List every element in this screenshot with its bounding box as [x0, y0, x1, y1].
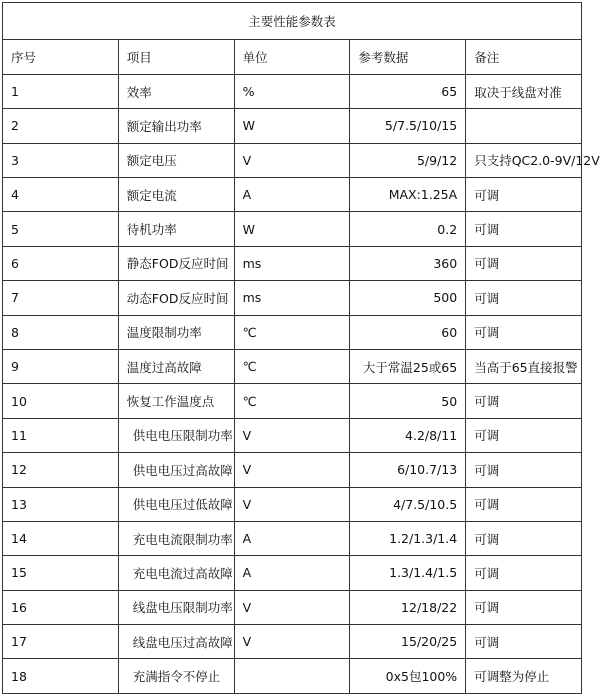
cell-reference-data: 1.3/1.4/1.5 — [350, 556, 466, 590]
cell-index: 6 — [3, 246, 119, 280]
cell-item: 静态FOD反应时间 — [118, 246, 234, 280]
cell-unit: V — [234, 625, 350, 659]
cell-item: 额定电压 — [118, 143, 234, 177]
cell-remarks: 当高于65直接报警 — [466, 349, 582, 383]
cell-index: 9 — [3, 349, 119, 383]
cell-unit: W — [234, 109, 350, 143]
table-title: 主要性能参数表 — [3, 3, 582, 40]
cell-reference-data: 4/7.5/10.5 — [350, 487, 466, 521]
cell-reference-data: 360 — [350, 246, 466, 280]
cell-index: 1 — [3, 74, 119, 108]
cell-unit: ℃ — [234, 349, 350, 383]
cell-reference-data: 0.2 — [350, 212, 466, 246]
cell-remarks: 可调 — [466, 315, 582, 349]
cell-remarks: 可调 — [466, 384, 582, 418]
cell-index: 17 — [3, 625, 119, 659]
cell-remarks — [466, 109, 582, 143]
cell-item: 温度限制功率 — [118, 315, 234, 349]
cell-item: 效率 — [118, 74, 234, 108]
table-row — [3, 384, 582, 418]
cell-remarks: 可调 — [466, 281, 582, 315]
cell-remarks: 可调 — [466, 625, 582, 659]
cell-index: 2 — [3, 109, 119, 143]
table-row — [3, 315, 582, 349]
cell-item: 线盘电压过高故障 — [118, 625, 234, 659]
cell-reference-data: 15/20/25 — [350, 625, 466, 659]
cell-index: 5 — [3, 212, 119, 246]
cell-item: 充电电流限制功率 — [118, 521, 234, 555]
header-index: 序号 — [3, 40, 119, 74]
table-row — [3, 487, 582, 521]
cell-remarks: 可调 — [466, 556, 582, 590]
table-row — [3, 281, 582, 315]
table-header-row — [3, 40, 582, 74]
cell-unit: ms — [234, 246, 350, 280]
cell-index: 14 — [3, 521, 119, 555]
cell-unit: % — [234, 74, 350, 108]
cell-item: 供电电压过高故障 — [118, 453, 234, 487]
cell-reference-data: 0x5包100% — [350, 659, 466, 694]
cell-item: 供电电压限制功率 — [118, 418, 234, 452]
cell-remarks: 可调 — [466, 177, 582, 211]
cell-remarks: 只支持QC2.0-9V/12V — [466, 143, 582, 177]
cell-item: 充满指令不停止 — [118, 659, 234, 694]
table-row — [3, 556, 582, 590]
cell-index: 13 — [3, 487, 119, 521]
cell-item: 恢复工作温度点 — [118, 384, 234, 418]
cell-unit: V — [234, 590, 350, 624]
cell-item: 待机功率 — [118, 212, 234, 246]
cell-item: 额定电流 — [118, 177, 234, 211]
cell-unit — [234, 659, 350, 694]
cell-item: 动态FOD反应时间 — [118, 281, 234, 315]
table-row — [3, 590, 582, 624]
cell-reference-data: MAX:1.25A — [350, 177, 466, 211]
cell-unit: V — [234, 143, 350, 177]
table-row — [3, 453, 582, 487]
cell-remarks: 可调 — [466, 590, 582, 624]
cell-reference-data: 50 — [350, 384, 466, 418]
table-row — [3, 349, 582, 383]
cell-index: 18 — [3, 659, 119, 694]
cell-reference-data: 12/18/22 — [350, 590, 466, 624]
cell-index: 8 — [3, 315, 119, 349]
table-row — [3, 246, 582, 280]
header-reference-data: 参考数据 — [350, 40, 466, 74]
cell-index: 7 — [3, 281, 119, 315]
table-row — [3, 212, 582, 246]
cell-remarks: 可调整为停止 — [466, 659, 582, 694]
cell-reference-data: 5/7.5/10/15 — [350, 109, 466, 143]
cell-unit: A — [234, 177, 350, 211]
cell-index: 10 — [3, 384, 119, 418]
cell-remarks: 可调 — [466, 246, 582, 280]
cell-index: 11 — [3, 418, 119, 452]
cell-unit: A — [234, 521, 350, 555]
cell-index: 15 — [3, 556, 119, 590]
cell-unit: V — [234, 453, 350, 487]
cell-unit: ℃ — [234, 315, 350, 349]
cell-unit: ms — [234, 281, 350, 315]
parameter-table — [2, 2, 600, 694]
cell-unit: W — [234, 212, 350, 246]
cell-remarks: 可调 — [466, 453, 582, 487]
header-unit: 单位 — [234, 40, 350, 74]
cell-reference-data: 60 — [350, 315, 466, 349]
cell-index: 4 — [3, 177, 119, 211]
cell-index: 12 — [3, 453, 119, 487]
cell-index: 16 — [3, 590, 119, 624]
table-row — [3, 659, 582, 694]
cell-reference-data: 1.2/1.3/1.4 — [350, 521, 466, 555]
header-item: 项目 — [118, 40, 234, 74]
cell-unit: A — [234, 556, 350, 590]
table-title-row — [3, 3, 582, 40]
cell-unit: V — [234, 487, 350, 521]
cell-unit: ℃ — [234, 384, 350, 418]
cell-item: 充电电流过高故障 — [118, 556, 234, 590]
header-remarks: 备注 — [466, 40, 582, 74]
cell-reference-data: 6/10.7/13 — [350, 453, 466, 487]
cell-item: 温度过高故障 — [118, 349, 234, 383]
cell-item: 线盘电压限制功率 — [118, 590, 234, 624]
cell-reference-data: 4.2/8/11 — [350, 418, 466, 452]
cell-reference-data: 500 — [350, 281, 466, 315]
cell-remarks: 可调 — [466, 418, 582, 452]
table-row — [3, 143, 582, 177]
cell-reference-data: 5/9/12 — [350, 143, 466, 177]
table-row — [3, 418, 582, 452]
table-row — [3, 625, 582, 659]
cell-reference-data: 大于常温25或65 — [350, 349, 466, 383]
table-row — [3, 521, 582, 555]
table-row — [3, 109, 582, 143]
table-row — [3, 177, 582, 211]
cell-item: 供电电压过低故障 — [118, 487, 234, 521]
cell-remarks: 可调 — [466, 521, 582, 555]
cell-remarks: 取决于线盘对准 — [466, 74, 582, 108]
cell-remarks: 可调 — [466, 212, 582, 246]
cell-index: 3 — [3, 143, 119, 177]
cell-unit: V — [234, 418, 350, 452]
cell-remarks: 可调 — [466, 487, 582, 521]
cell-item: 额定输出功率 — [118, 109, 234, 143]
cell-reference-data: 65 — [350, 74, 466, 108]
table-row — [3, 74, 582, 108]
